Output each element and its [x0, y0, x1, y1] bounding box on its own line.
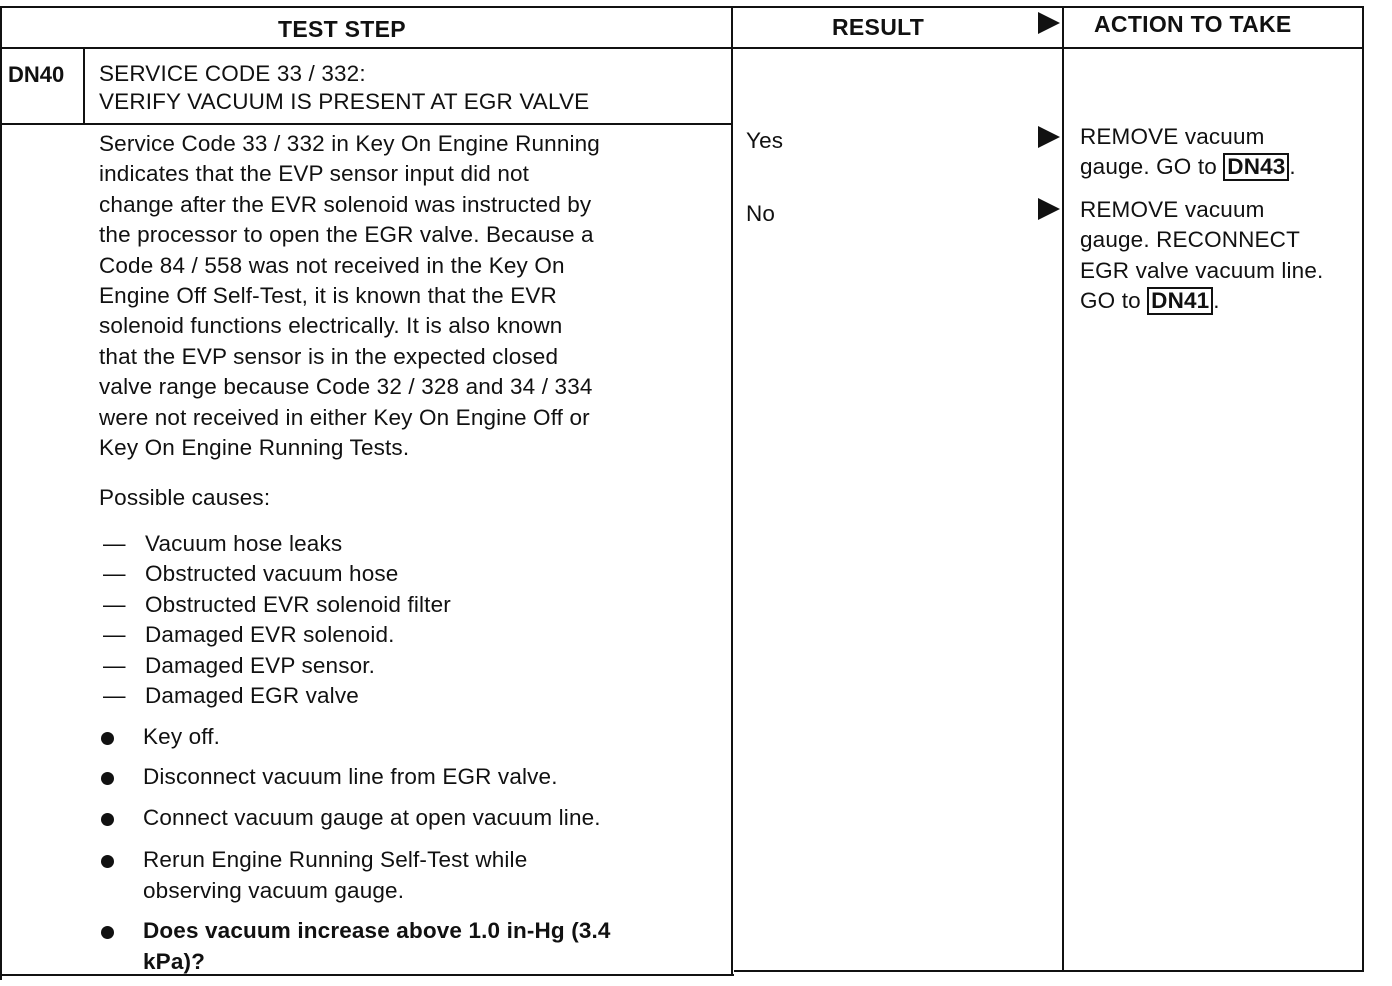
dash-glyph: —: [103, 652, 126, 678]
action-text: REMOVE vacuum: [1080, 124, 1265, 149]
result-yes-arrow-icon: [1038, 126, 1060, 148]
action-suffix: .: [1289, 154, 1296, 180]
description-line: indicates that the EVP sensor input did not: [99, 161, 530, 187]
action-header: ACTION TO TAKE: [1094, 11, 1292, 37]
action-text: EGR valve vacuum line.: [1080, 257, 1324, 283]
action-line: [1080, 256, 1323, 287]
description-line: Code 84 / 558 was not received in the Key On: [99, 252, 565, 278]
table-top-border: [0, 6, 1364, 8]
cause-text: Damaged EVR solenoid.: [145, 622, 395, 648]
test-step-header: TEST STEP: [278, 16, 406, 42]
cause-text: Vacuum hose leaks: [145, 531, 343, 556]
description-line: Service Code 33 / 332 in Key On Engine Running: [99, 131, 600, 156]
dash-glyph: —: [103, 531, 126, 556]
description-line: valve range because Code 32 / 328 and 34 / 334: [99, 374, 593, 400]
action-line: [1080, 286, 1220, 317]
description-line: Engine Off Self-Test, it is known that the EVR: [99, 283, 557, 308]
table-right-border: [1362, 6, 1364, 972]
bullet-icon: [101, 855, 114, 868]
bullet-icon: [101, 926, 114, 939]
action-line: [1080, 122, 1265, 153]
step-code: DN40: [8, 62, 65, 87]
step-code-divider: [83, 47, 85, 125]
procedure-line: Connect vacuum gauge at open vacuum line.: [143, 805, 601, 830]
column-divider-1: [731, 6, 733, 976]
bullet-icon: [101, 732, 114, 745]
dash-glyph: —: [103, 591, 126, 617]
step-title-underline: [0, 123, 733, 125]
table-bottom-border-right: [734, 970, 1364, 972]
action-line: [1080, 195, 1265, 226]
description-line: that the EVP sensor is in the expected closed: [99, 343, 559, 369]
result-header: RESULT: [832, 14, 925, 40]
cause-text: Damaged EGR valve: [145, 683, 359, 708]
result-yes: Yes: [746, 128, 784, 153]
step-reference-link[interactable]: DN41: [1147, 287, 1213, 315]
step-reference-link[interactable]: DN43: [1223, 153, 1289, 181]
description-line: Key On Engine Running Tests.: [99, 435, 410, 460]
causes-heading: Possible causes:: [99, 485, 271, 510]
description-line: solenoid functions electrically. It is also known: [99, 313, 563, 339]
dash-glyph: —: [103, 561, 126, 587]
procedure-line: Does vacuum increase above 1.0 in-Hg (3.4: [143, 918, 611, 943]
action-text: REMOVE vacuum: [1080, 197, 1265, 222]
action-text: gauge. GO to: [1080, 154, 1224, 180]
procedure-line: observing vacuum gauge.: [143, 878, 405, 903]
cause-text: Damaged EVP sensor.: [145, 652, 376, 678]
description-line: change after the EVR solenoid was instructed by: [99, 191, 592, 217]
dash-glyph: —: [103, 683, 126, 708]
action-suffix: .: [1213, 288, 1220, 314]
action-text: gauge. RECONNECT: [1080, 227, 1300, 253]
table-bottom-border: [0, 974, 734, 976]
procedure-line: Disconnect vacuum line from EGR valve.: [143, 764, 558, 789]
dash-glyph: —: [103, 622, 126, 648]
action-line: [1080, 225, 1300, 256]
result-no: No: [746, 201, 776, 226]
cause-text: Obstructed vacuum hose: [145, 561, 399, 587]
cause-text: Obstructed EVR solenoid filter: [145, 591, 451, 617]
step-title-line-2: VERIFY VACUUM IS PRESENT AT EGR VALVE: [99, 89, 590, 114]
table-left-border: [0, 6, 2, 980]
step-title-line-1: SERVICE CODE 33 / 332:: [99, 61, 366, 86]
action-text: GO to: [1080, 288, 1148, 314]
action-line: [1080, 152, 1296, 183]
procedure-line: Key off.: [143, 724, 221, 749]
description-line: the processor to open the EGR valve. Because a: [99, 222, 594, 248]
procedure-line: kPa)?: [143, 949, 206, 974]
description-line: were not received in either Key On Engine Off or: [99, 404, 590, 430]
bullet-icon: [101, 813, 114, 826]
column-divider-2: [1062, 6, 1064, 972]
header-arrow-icon: [1038, 12, 1060, 34]
procedure-line: Rerun Engine Running Self-Test while: [143, 847, 528, 872]
bullet-icon: [101, 772, 114, 785]
result-no-arrow-icon: [1038, 198, 1060, 220]
header-bottom-rule: [0, 47, 1364, 49]
